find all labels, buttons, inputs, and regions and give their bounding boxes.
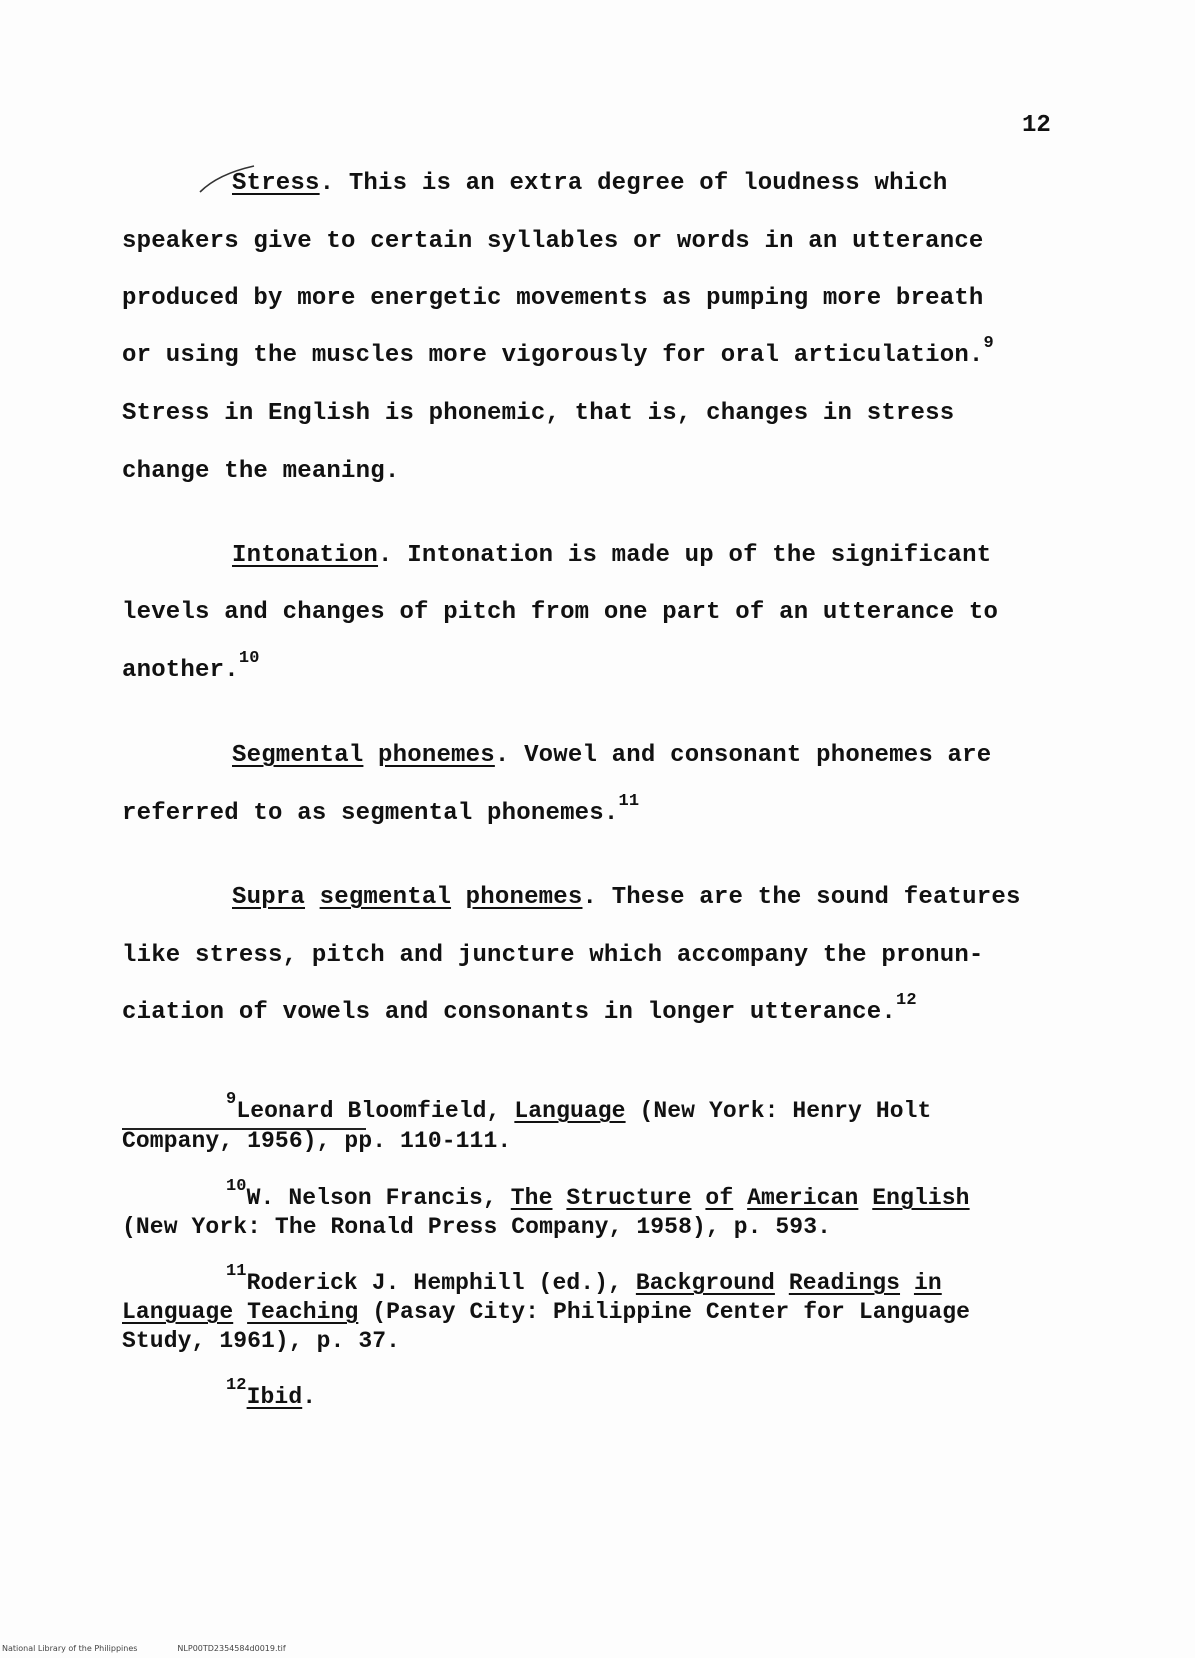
segmental-heading-a: Segmental <box>232 742 364 769</box>
supra-heading-c: phonemes <box>465 884 583 911</box>
footnote-11-line-1: $^{11}$Roderick J. Hemphill (ed.), Background Readings in <box>226 1262 942 1296</box>
footnote-ref-12: 12 <box>895 991 917 1010</box>
supra-line-2: like stress, pitch and juncture which accompany the pronun- <box>122 942 984 969</box>
stress-line-2: speakers give to certain syllables or words in an utterance <box>122 228 984 255</box>
stress-line-6: change the meaning. <box>122 458 400 485</box>
footnote-12-number: 12 <box>226 1376 247 1395</box>
footnote-11-line-2: Language Teaching (Pasay City: Philippine Center for Language <box>122 1299 971 1325</box>
footnote-10-number: 10 <box>226 1177 247 1196</box>
segmental-line-2: referred to as segmental phonemes.$^{11}$ <box>122 792 640 827</box>
footnote-12-title: Ibid <box>246 1384 303 1410</box>
footnote-11-line-3: Study, 1961), p. 37. <box>122 1328 401 1354</box>
footnote-ref-9: 9 <box>983 334 994 353</box>
footnote-9-title: Language <box>514 1098 626 1124</box>
intonation-line-3: another.$^{10}$ <box>122 649 260 684</box>
footnote-9-number: 9 <box>226 1090 237 1109</box>
page-number: 12 <box>1022 112 1051 139</box>
stress-line-5: Stress in English is phonemic, that is, changes in stress <box>122 400 955 427</box>
intonation-heading: Intonation <box>232 542 379 569</box>
stress-line-3: produced by more energetic movements as pumping more breath <box>122 285 984 312</box>
footnote-ref-10: 10 <box>238 649 260 668</box>
stress-line-1: Stress. This is an extra degree of loudness which <box>232 170 948 197</box>
segmental-heading-b: phonemes <box>378 742 495 769</box>
supra-heading-b: segmental <box>319 884 452 911</box>
supra-line-1: Supra segmental phonemes. These are the sound features <box>232 884 1021 911</box>
footnote-9-line-2: Company, 1956), pp. 110-111. <box>122 1128 512 1154</box>
footnote-10-line-2: (New York: The Ronald Press Company, 1958), p. 593. <box>122 1214 832 1240</box>
supra-heading-a: Supra <box>232 884 306 911</box>
footnote-9-line-1: $^9$Leonard Bloomfield, Language (New York: Henry Holt <box>226 1090 932 1124</box>
stress-line-4: or using the muscles more vigorously for oral articulation.$^9$ <box>122 334 994 369</box>
footer-library: National Library of the Philippines <box>2 1644 138 1653</box>
footnote-ref-11: 11 <box>618 792 640 811</box>
footer-filename: NLP00TD2354584d0019.tif <box>177 1644 286 1653</box>
intonation-line-1: Intonation. Intonation is made up of the significant <box>232 542 992 569</box>
segmental-line-1: Segmental phonemes. Vowel and consonant phonemes are <box>232 742 992 769</box>
footnote-10-line-1: $^{10}$W. Nelson Francis, The Structure of American English <box>226 1177 970 1211</box>
scan-footer <box>2 1644 326 1653</box>
footnote-11-number: 11 <box>226 1262 247 1281</box>
stress-heading: Stress <box>232 170 320 197</box>
intonation-line-2: levels and changes of pitch from one part of an utterance to <box>122 599 999 626</box>
footnote-12-line-1: $^{12}$Ibid. <box>226 1376 317 1410</box>
supra-line-3: ciation of vowels and consonants in longer utterance.$^{12}$ <box>122 991 917 1026</box>
